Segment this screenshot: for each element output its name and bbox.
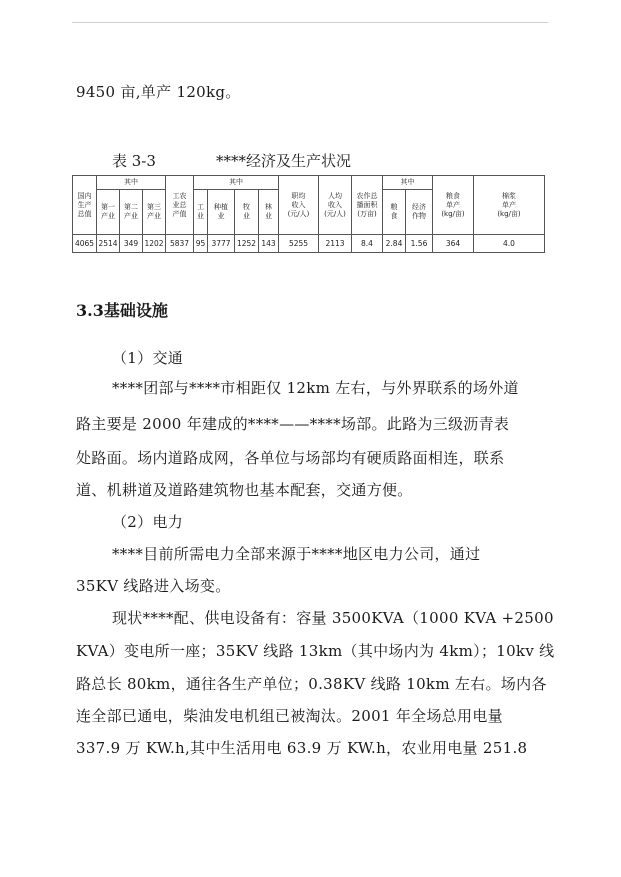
table-cell: 5837 [166,235,194,253]
col-header-secondary: 第二 产业 [120,190,143,235]
header-rule [72,22,548,23]
body-line: ****目前所需电力全部来源于****地区电力公司，通过 [112,545,481,563]
table-cell: 1202 [143,235,166,253]
table-cell: 4065 [73,235,97,253]
subheading-transport: （1）交通 [112,349,184,367]
col-header-cash-crops: 经济 作物 [406,190,433,235]
group-header-area-breakdown: 其中 [383,176,433,190]
col-header-industry: 工 业 [194,190,208,235]
body-line: 连全部已通电，柴油发电机组已被淘汰。2001 年全场总用电量 [76,707,503,725]
table-cell: 1252 [235,235,259,253]
col-header-grain: 粮 食 [383,190,406,235]
body-line: KVA）变电所一座；35KV 线路 13km（其中场内为 4km）；10kv 线 [76,642,555,660]
economy-production-table [72,175,545,253]
body-line: 道、机耕道及道路建筑物也基本配套，交通方便。 [76,481,413,499]
table-cell: 364 [433,235,474,253]
body-line: 35KV 线路进入场变。 [76,577,231,595]
table-cell: 143 [259,235,279,253]
table-cell: 2113 [319,235,352,253]
col-header-sown-area: 农作总 播面积 (万亩) [352,176,383,235]
col-header-grain-yield: 粮食 单产 (kg/亩) [433,176,474,235]
table-cell: 2514 [97,235,120,253]
col-header-livestock: 牧 业 [235,190,259,235]
table-cell: 2.84 [383,235,406,253]
col-header-tertiary: 第三 产业 [143,190,166,235]
body-line: 现状****配、供电设备有：容量 3500KVA（1000 KVA +2500 [112,609,554,627]
body-line: 337.9 万 KW.h,其中生活用电 63.9 万 KW.h，农业用电量 251.8 [76,739,528,757]
table-cell: 349 [120,235,143,253]
section-heading: 3.3基础设施 [76,301,168,320]
col-header-staff-income: 职均 收入 (元/人) [279,176,319,235]
col-header-primary: 第一 产业 [97,190,120,235]
table-cell: 8.4 [352,235,383,253]
table-cell: 5255 [279,235,319,253]
table-row [73,235,545,253]
body-line: ****团部与****市相距仅 12km 左右，与外界联系的场外道 [112,379,519,397]
table-cell: 3777 [208,235,235,253]
group-header-output-breakdown: 其中 [194,176,279,190]
col-header-gdp: 国内 生产 总值 [73,176,97,235]
body-line: 路主要是 2000 年建成的****——****场部。此路为三级沥青表 [76,415,510,433]
intro-line: 9450 亩,单产 120kg。 [76,83,241,101]
subheading-power: （2）电力 [112,513,184,531]
col-header-output: 工农 业总 产值 [166,176,194,235]
table-cell: 4.0 [474,235,545,253]
table-title: ****经济及生产状况 [216,152,352,170]
body-line: 处路面。场内道路成网，各单位与场部均有硬质路面相连，联系 [76,449,505,467]
col-header-forestry: 林 业 [259,190,279,235]
table-cell: 1.56 [406,235,433,253]
col-header-per-capita-income: 人均 收入 (元/人) [319,176,352,235]
col-header-cotton-yield: 棉浆 单产 (kg/亩) [474,176,545,235]
col-header-planting: 种植 业 [208,190,235,235]
body-line: 路总长 80km，通往各生产单位；0.38KV 线路 10km 左右。场内各 [76,675,547,693]
group-header-gdp-breakdown: 其中 [97,176,166,190]
table-number: 表 3-3 [112,152,156,170]
table-cell: 95 [194,235,208,253]
